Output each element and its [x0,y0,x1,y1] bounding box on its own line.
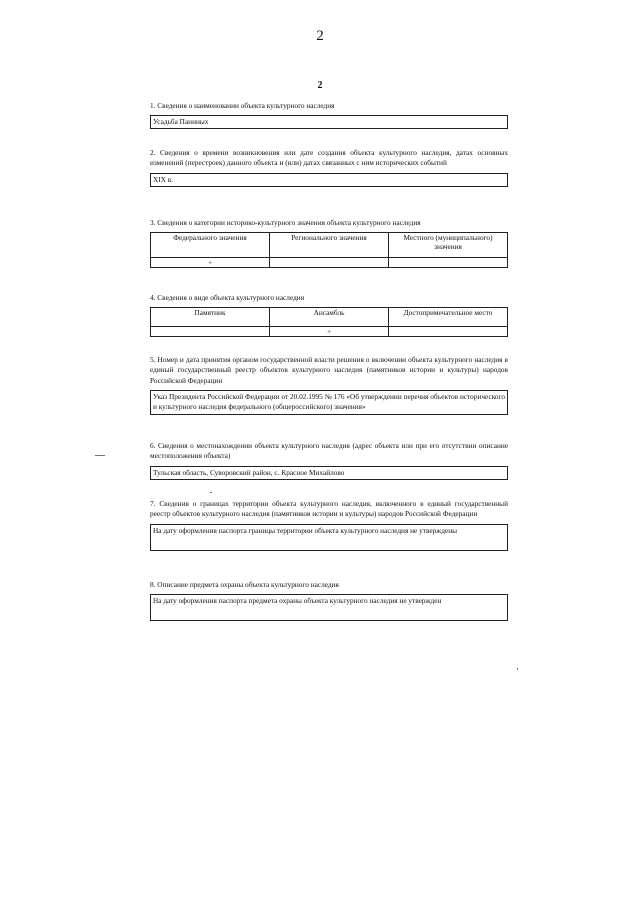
section-category [150,218,508,268]
category-header-row [151,233,508,258]
type-monument-header: Памятник [151,308,270,327]
section-protection [150,580,508,621]
category-regional-mark [270,258,389,268]
type-landmark-header: Достопримечательное место [389,308,508,327]
scan-speck [95,455,105,456]
section-8-value: На дату оформления паспорта предмета охраны объекта культурного наследия не утвержден [150,594,508,621]
section-name [150,101,508,129]
type-table [150,307,508,337]
category-mark-row [151,258,508,268]
section-5-heading: 5. Номер и дата принятия органом государственной власти решения о включении объекта культурного наследия в единый государственный реестр объектов культурного наследия (памятников истории и культуры) народов Российской Федерации [150,355,508,385]
section-2-value: XIX в. [150,173,508,187]
scan-speck [210,492,212,493]
section-7-heading: 7. Сведения о границах территории объекта культурного наследия, включенного в единый государственный реестр объектов культурного наследия (памятников истории и культуры) народов Российской Федерации [150,499,508,519]
section-2-heading: 2. Сведения о времени возникновения или дате создания объекта культурного наследия, датах основных изменений (перестроек) данного объекта и (или) датах связанных с ним исторических событий [150,148,508,168]
category-regional-header: Регионального значения [270,233,389,258]
category-federal-mark: + [151,258,270,268]
section-registry [150,355,508,415]
type-landmark-mark [389,327,508,337]
type-ensemble-header: Ансамбль [270,308,389,327]
section-5-value: Указ Президента Российской Федерации от 20.02.1995 № 176 «Об утверждении перечня объектов исторического и культурного наследия федерального (общероссийского) значения» [150,390,508,415]
section-location [150,441,508,480]
section-7-value: На дату оформления паспорта границы территории объекта культурного наследия не утверждены [150,524,508,551]
section-1-value: Усадьба Паниных [150,115,508,129]
section-dates [150,148,508,187]
page-number-inner: 2 [317,80,323,91]
section-3-heading: 3. Сведения о категории историко-культурного значения объекта культурного наследия [150,218,421,227]
type-mark-row [151,327,508,337]
section-1-heading: 1. Сведения о наименовании объекта культурного наследия [150,101,335,110]
type-ensemble-mark: + [270,327,389,337]
section-4-heading: 4. Сведения о виде объекта культурного наследия [150,293,305,302]
category-local-header: Местного (муниципального) значения [389,233,508,258]
type-monument-mark [151,327,270,337]
section-6-heading: 6. Сведения о местонахождении объекта культурного наследия (адрес объекта или при его отсутствии описание местоположения объекта) [150,441,508,461]
type-header-row [151,308,508,327]
section-boundaries [150,499,508,551]
category-local-mark [389,258,508,268]
page-number-top: 2 [316,28,324,44]
section-type [150,293,508,337]
section-6-value: Тульская область, Суворовский район, с. Красное Михайлово [150,466,508,480]
scan-speck [517,668,518,670]
category-federal-header: Федерального значения [151,233,270,258]
section-8-heading: 8. Описание предмета охраны объекта культурного наследия [150,580,339,589]
category-table [150,232,508,268]
